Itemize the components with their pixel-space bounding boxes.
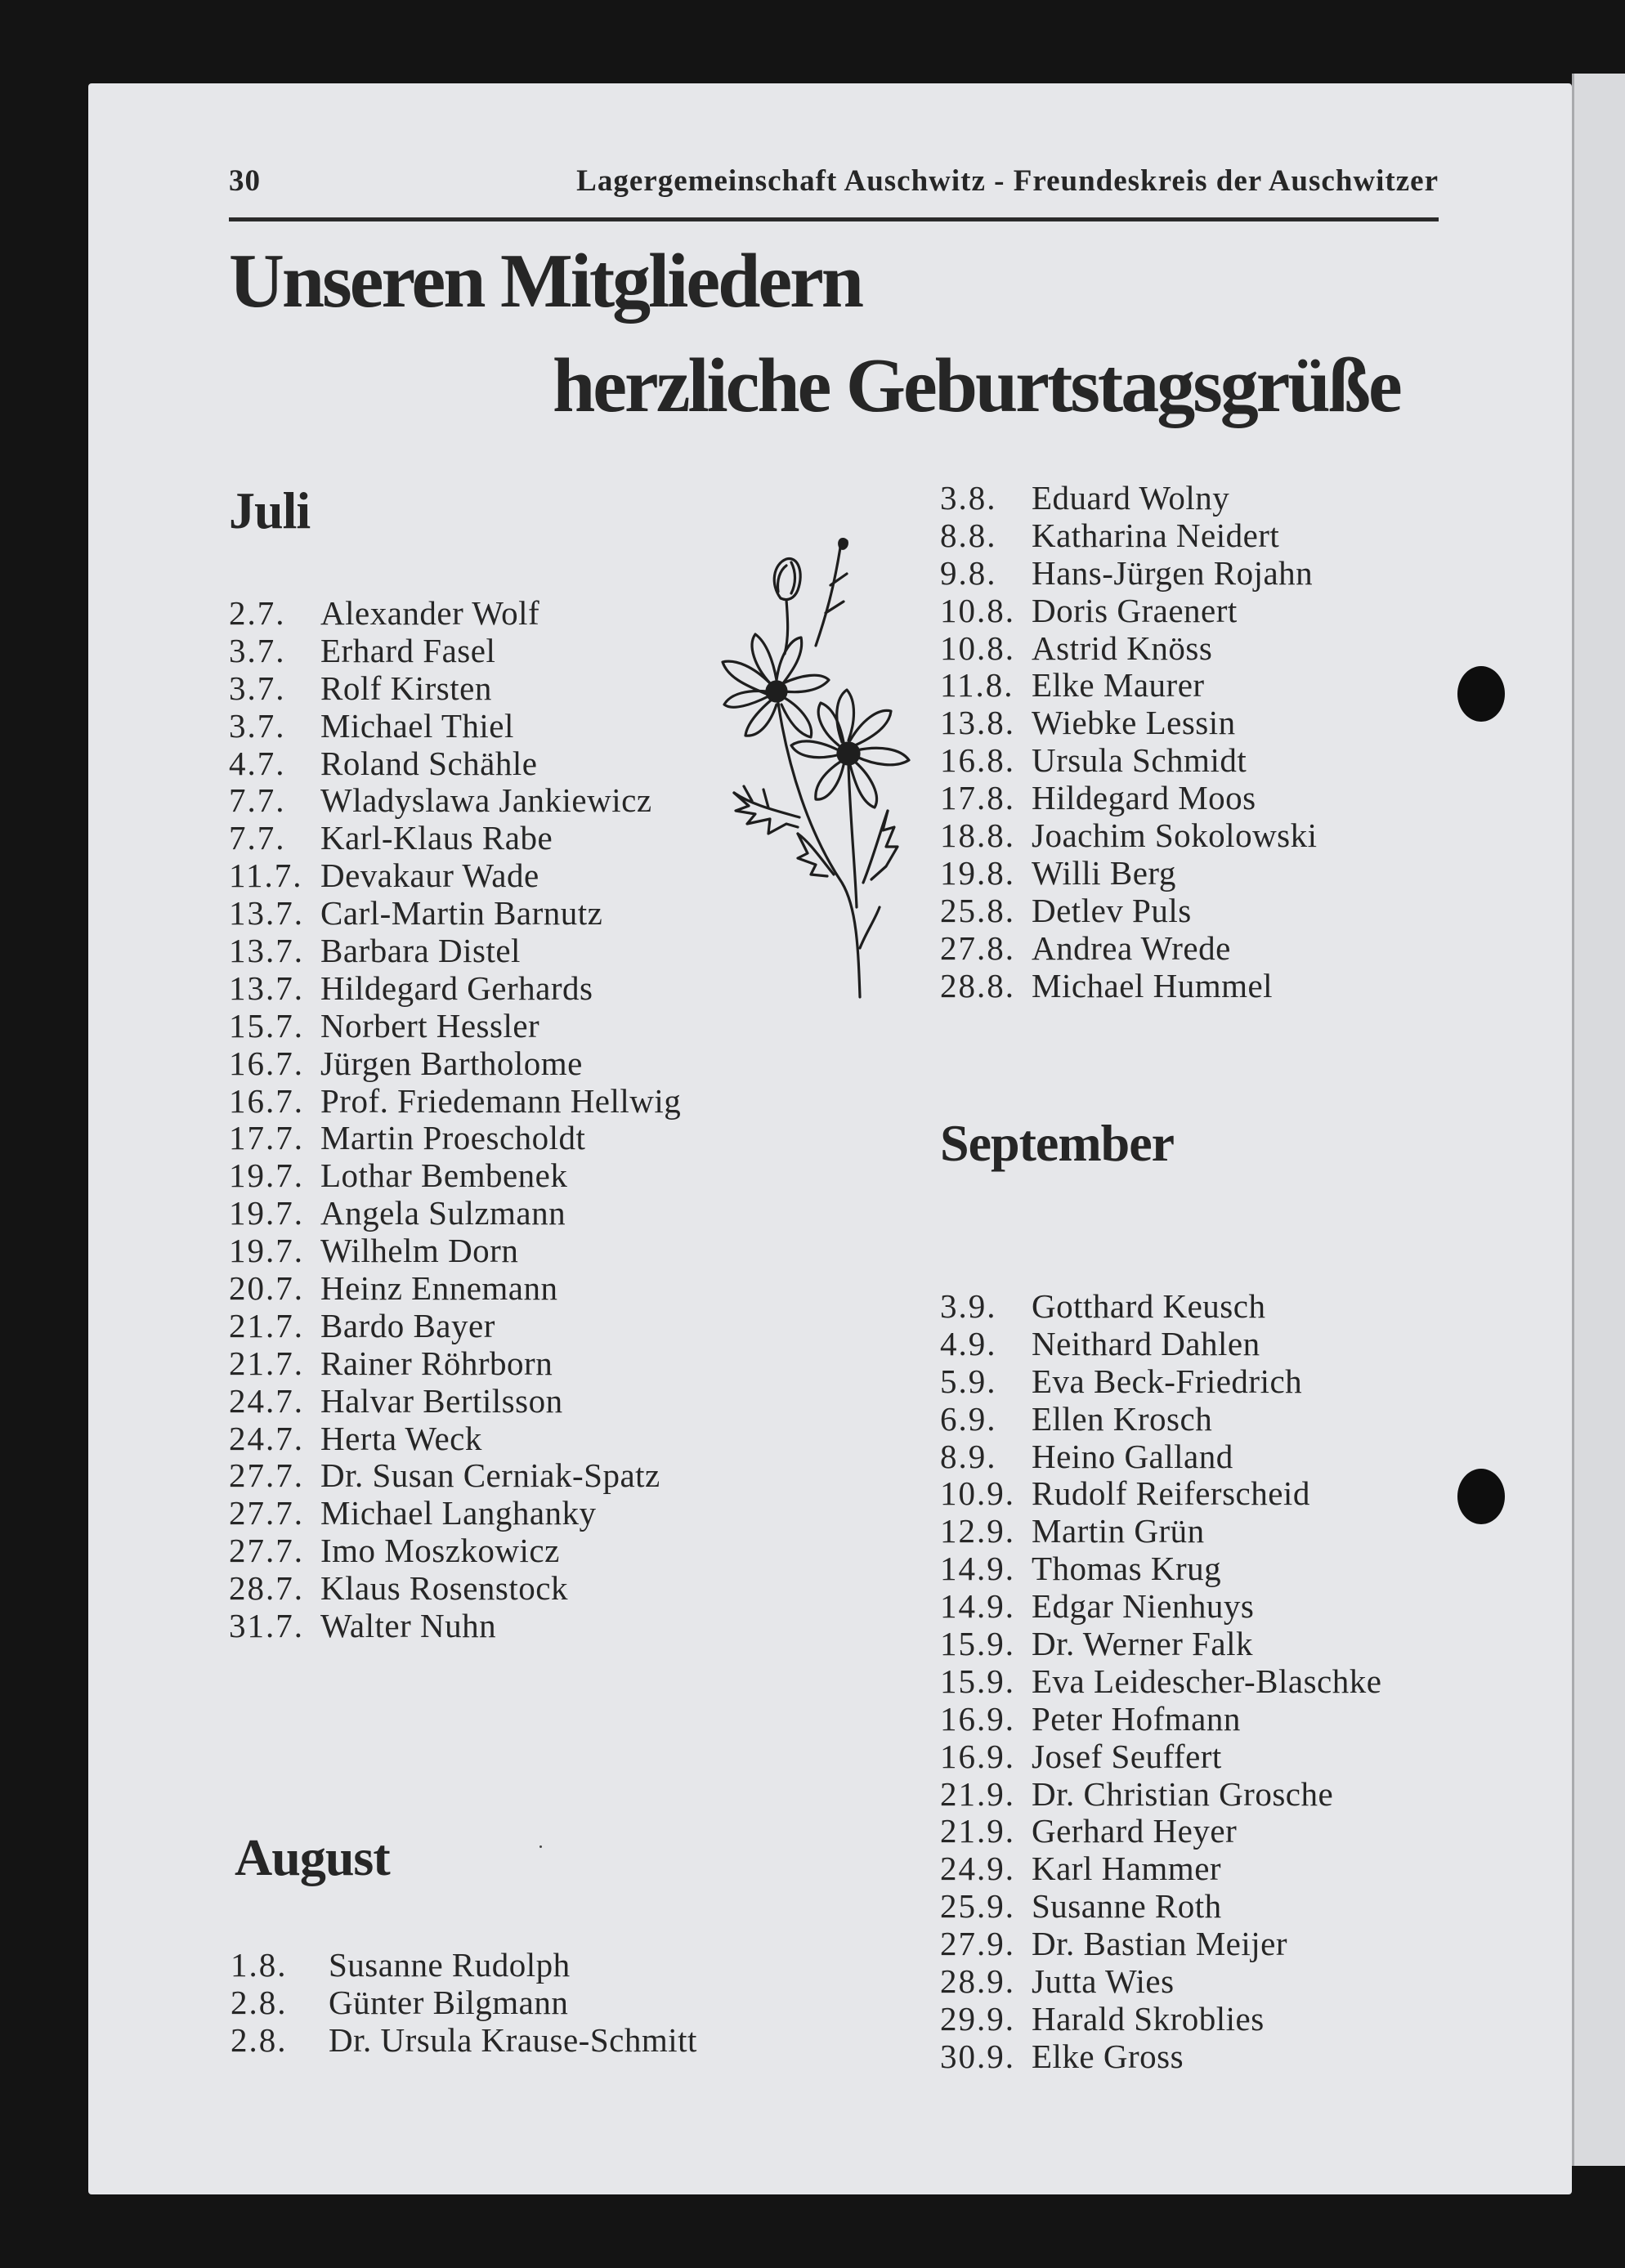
member-name: Barbara Distel [320,932,521,970]
member-name: Imo Moszkowicz [320,1532,560,1570]
member-name: Jürgen Bartholome [320,1044,583,1082]
birthday-date: 13.8. [940,704,1015,742]
birthday-date: 25.8. [940,891,1015,929]
member-name: Alexander Wolf [320,594,540,632]
member-name: Eva Beck-Friedrich [1032,1362,1303,1400]
member-name: Hans-Jürgen Rojahn [1032,553,1314,592]
member-name: Gotthard Keusch [1032,1287,1266,1325]
month-heading-august: August [235,1828,390,1886]
member-name: Lothar Bembenek [320,1156,568,1195]
member-name: Heino Galland [1032,1437,1233,1475]
member-name: Martin Grün [1032,1512,1205,1550]
member-name: Dr. Susan Cerniak-Spatz [320,1456,660,1495]
birthday-date: 15.9. [940,1662,1015,1700]
member-name: Roland Schähle [320,744,538,782]
birthday-date: 27.7. [229,1494,304,1532]
running-title: Lagergemeinschaft Auschwitz - Freundeskreis der Auschwitzer [576,164,1439,198]
birthday-date: 3.7. [229,669,286,707]
birthday-date: 19.7. [229,1194,304,1232]
birthday-date: 24.7. [229,1381,304,1420]
birthday-date: 8.9. [940,1437,997,1475]
birthday-date: 10.8. [940,591,1015,629]
member-name: Carl-Martin Barnutz [320,894,603,933]
birthday-date: 10.9. [940,1474,1015,1513]
birthday-date: 13.7. [229,894,304,933]
birthday-date: 18.8. [940,816,1015,855]
birthday-date: 27.7. [229,1456,304,1495]
birthday-date: 9.8. [940,553,997,592]
birthday-date: 2.7. [229,594,286,632]
member-name: Karl-Klaus Rabe [320,819,553,857]
birthday-date: 15.7. [229,1006,304,1045]
birthday-date: 2.8. [231,1983,288,2021]
member-name: Norbert Hessler [320,1006,540,1045]
birthday-date: 19.7. [229,1232,304,1270]
member-name: Klaus Rosenstock [320,1569,568,1608]
birthday-date: 17.8. [940,779,1015,817]
member-name: Bardo Bayer [320,1306,495,1344]
birthday-date: 14.9. [940,1550,1015,1588]
member-name: Rolf Kirsten [320,669,492,707]
birthday-date: 7.7. [229,819,286,857]
birthday-date: 4.9. [940,1324,997,1362]
binder-hole [1457,666,1505,722]
member-name: Doris Graenert [1032,591,1238,629]
birthday-date: 3.9. [940,1287,997,1325]
birthday-date: 19.8. [940,853,1015,892]
birthday-date: 21.7. [229,1344,304,1382]
member-name: Susanne Rudolph [329,1946,571,1984]
birthday-date: 29.9. [940,1999,1015,2038]
birthday-date: 24.7. [229,1419,304,1457]
birthday-date: 7.7. [229,781,286,820]
birthday-date: 31.7. [229,1607,304,1645]
member-name: Martin Proescholdt [320,1119,586,1157]
birthday-date: 28.9. [940,1962,1015,2001]
birthday-date: 28.7. [229,1569,304,1608]
headline-line-1: Unseren Mitgliedern [229,239,862,324]
member-name: Eva Leidescher-Blaschke [1032,1662,1382,1700]
stray-mark [539,1845,542,1848]
member-name: Rudolf Reiferscheid [1032,1474,1310,1513]
member-name: Andrea Wrede [1032,928,1231,967]
member-name: Michael Hummel [1032,966,1274,1004]
birthday-date: 19.7. [229,1156,304,1195]
member-name: Katharina Neidert [1032,516,1280,554]
member-name: Wiebke Lessin [1032,704,1236,742]
member-name: Neithard Dahlen [1032,1324,1260,1362]
member-name: Devakaur Wade [320,857,539,895]
birthday-date: 11.7. [229,857,303,895]
member-name: Michael Langhanky [320,1494,597,1532]
member-name: Wilhelm Dorn [320,1232,519,1270]
member-name: Rainer Röhrborn [320,1344,553,1382]
birthday-date: 16.9. [940,1699,1015,1738]
member-name: Eduard Wolny [1032,479,1230,517]
birthday-date: 3.8. [940,479,997,517]
birthday-date: 2.8. [231,2020,288,2059]
birthday-date: 21.7. [229,1306,304,1344]
birthday-date: 12.9. [940,1512,1015,1550]
member-name: Halvar Bertilsson [320,1381,563,1420]
member-name: Thomas Krug [1032,1550,1222,1588]
birthday-date: 8.8. [940,516,997,554]
member-name: Hildegard Moos [1032,779,1256,817]
birthday-date: 16.9. [940,1737,1015,1775]
birthday-date: 17.7. [229,1119,304,1157]
birthday-date: 27.9. [940,1925,1015,1963]
birthday-date: 28.8. [940,966,1015,1004]
member-name: Elke Gross [1032,2037,1184,2075]
birthday-date: 16.8. [940,741,1015,780]
member-name: Dr. Werner Falk [1032,1625,1254,1663]
running-header [229,163,1439,204]
member-name: Herta Weck [320,1419,482,1457]
birthday-date: 13.7. [229,932,304,970]
member-name: Karl Hammer [1032,1850,1222,1888]
page-number: 30 [229,164,261,198]
member-name: Walter Nuhn [320,1607,497,1645]
member-name: Erhard Fasel [320,631,496,669]
member-name: Michael Thiel [320,706,514,745]
headline-line-2: herzliche Geburtstagsgrüße [553,343,1400,428]
birthday-date: 6.9. [940,1399,997,1438]
member-name: Ellen Krosch [1032,1399,1213,1438]
birthday-date: 16.7. [229,1081,304,1120]
member-name: Günter Bilgmann [329,1983,569,2021]
member-name: Willi Berg [1032,853,1176,892]
birthday-date: 14.9. [940,1587,1015,1626]
member-name: Edgar Nienhuys [1032,1587,1255,1626]
member-name: Josef Seuffert [1032,1737,1222,1775]
birthday-date: 15.9. [940,1625,1015,1663]
header-rule [229,217,1439,221]
birthday-date: 16.7. [229,1044,304,1082]
flower-icon [719,523,924,1001]
member-name: Heinz Ennemann [320,1269,558,1308]
birthday-date: 21.9. [940,1812,1015,1850]
birthday-date: 11.8. [940,666,1014,705]
member-name: Hildegard Gerhards [320,968,593,1007]
member-name: Joachim Sokolowski [1032,816,1318,855]
member-name: Prof. Friedemann Hellwig [320,1081,682,1120]
birthday-date: 27.8. [940,928,1015,967]
birthday-date: 1.8. [231,1946,288,1984]
member-name: Dr. Bastian Meijer [1032,1925,1288,1963]
birthday-date: 30.9. [940,2037,1015,2075]
birthday-date: 10.8. [940,629,1015,667]
binder-hole [1457,1469,1505,1524]
member-name: Wladyslawa Jankiewicz [320,781,652,820]
birthday-date: 4.7. [229,744,286,782]
member-name: Astrid Knöss [1032,629,1213,667]
birthday-date: 27.7. [229,1532,304,1570]
member-name: Harald Skroblies [1032,1999,1265,2038]
birthday-date: 5.9. [940,1362,997,1400]
birthday-date: 13.7. [229,968,304,1007]
birthday-date: 21.9. [940,1774,1015,1813]
member-name: Dr. Christian Grosche [1032,1774,1334,1813]
member-name: Ursula Schmidt [1032,741,1247,780]
birthday-date: 24.9. [940,1850,1015,1888]
member-name: Dr. Ursula Krause-Schmitt [329,2020,697,2059]
birthday-date: 3.7. [229,631,286,669]
birthday-date: 20.7. [229,1269,304,1308]
adjacent-page-edge [1572,74,1625,2166]
month-heading-july: Juli [229,481,311,539]
birthday-date: 3.7. [229,706,286,745]
birthday-date: 25.9. [940,1887,1015,1926]
member-name: Susanne Roth [1032,1887,1222,1926]
member-name: Elke Maurer [1032,666,1205,705]
month-heading-september: September [940,1114,1175,1172]
member-name: Peter Hofmann [1032,1699,1241,1738]
member-name: Angela Sulzmann [320,1194,566,1232]
member-name: Gerhard Heyer [1032,1812,1238,1850]
member-name: Jutta Wies [1032,1962,1175,2001]
member-name: Detlev Puls [1032,891,1192,929]
